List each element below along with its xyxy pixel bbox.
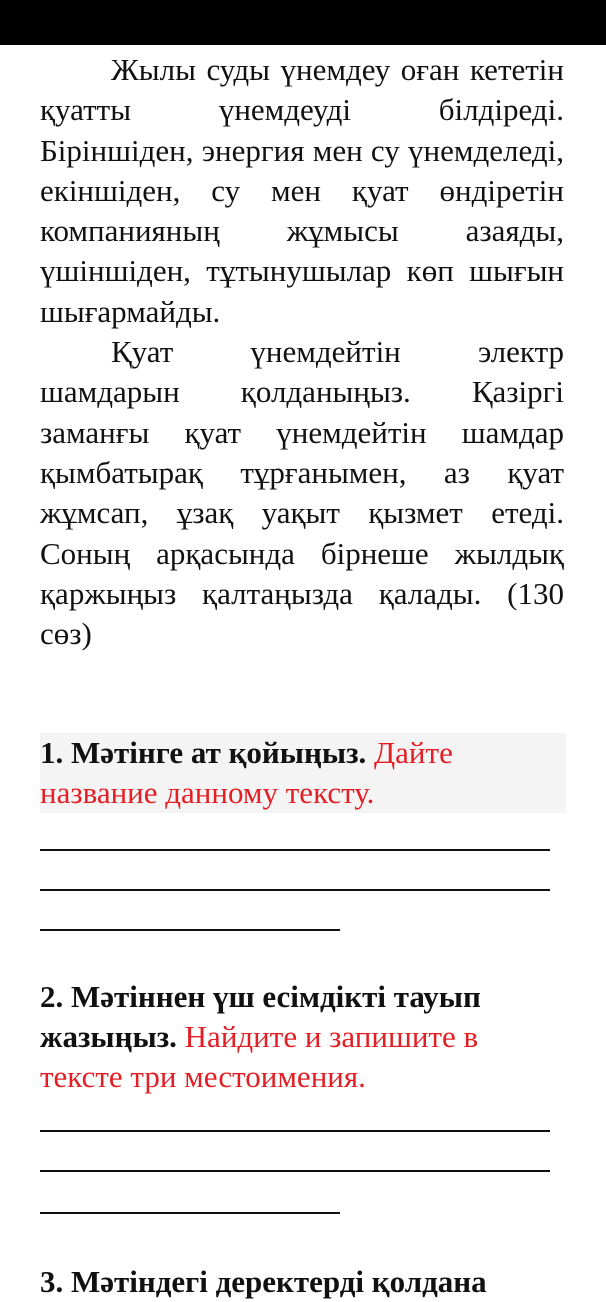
answer-line bbox=[40, 929, 340, 931]
reading-text bbox=[40, 50, 564, 654]
question-3-cutoff: 3. Мәтіндегі деректерді қолдана bbox=[40, 1264, 487, 1299]
answer-line bbox=[40, 1130, 550, 1132]
question-1 bbox=[40, 733, 566, 813]
question-1-kazakh: 1. Мәтінге ат қойыңыз. bbox=[40, 735, 367, 770]
answer-line bbox=[40, 1212, 340, 1214]
question-2 bbox=[40, 977, 566, 1097]
answer-line bbox=[40, 849, 550, 851]
paragraph-1: Жылы суды үнемдеу оған кететін қуатты үнемдеуді білдіреді. Біріншіден, энергия мен су үнемделеді, екіншіден, су мен қуат өндіретін компанияның жұмысы азаяды, үшіншіден, тұтынушылар көп шығын шығармайды. bbox=[40, 52, 564, 329]
answer-line bbox=[40, 1170, 550, 1172]
question-2-kazakh: 2. Мәтіннен үш есімдікті тауып жазыңыз. bbox=[40, 979, 481, 1054]
top-bar bbox=[0, 0, 606, 45]
question-1-russian: Дайте название данному тексту. bbox=[40, 735, 453, 810]
question-2-russian: Найдите и запишите в тексте три местоимения. bbox=[40, 1019, 479, 1094]
answer-line bbox=[40, 889, 550, 891]
paragraph-2: Қуат үнемдейтін электр шамдарын қолданыңыз. Қазіргі заманғы қуат үнемдейтін шамдар қымбатырақ тұрғанымен, аз қуат жұмсап, ұзақ уақыт қызмет етеді. Соның арқасында бірнеше жылдық қаржыңыз қалтаңызда қалады. (130 сөз) bbox=[40, 334, 564, 652]
